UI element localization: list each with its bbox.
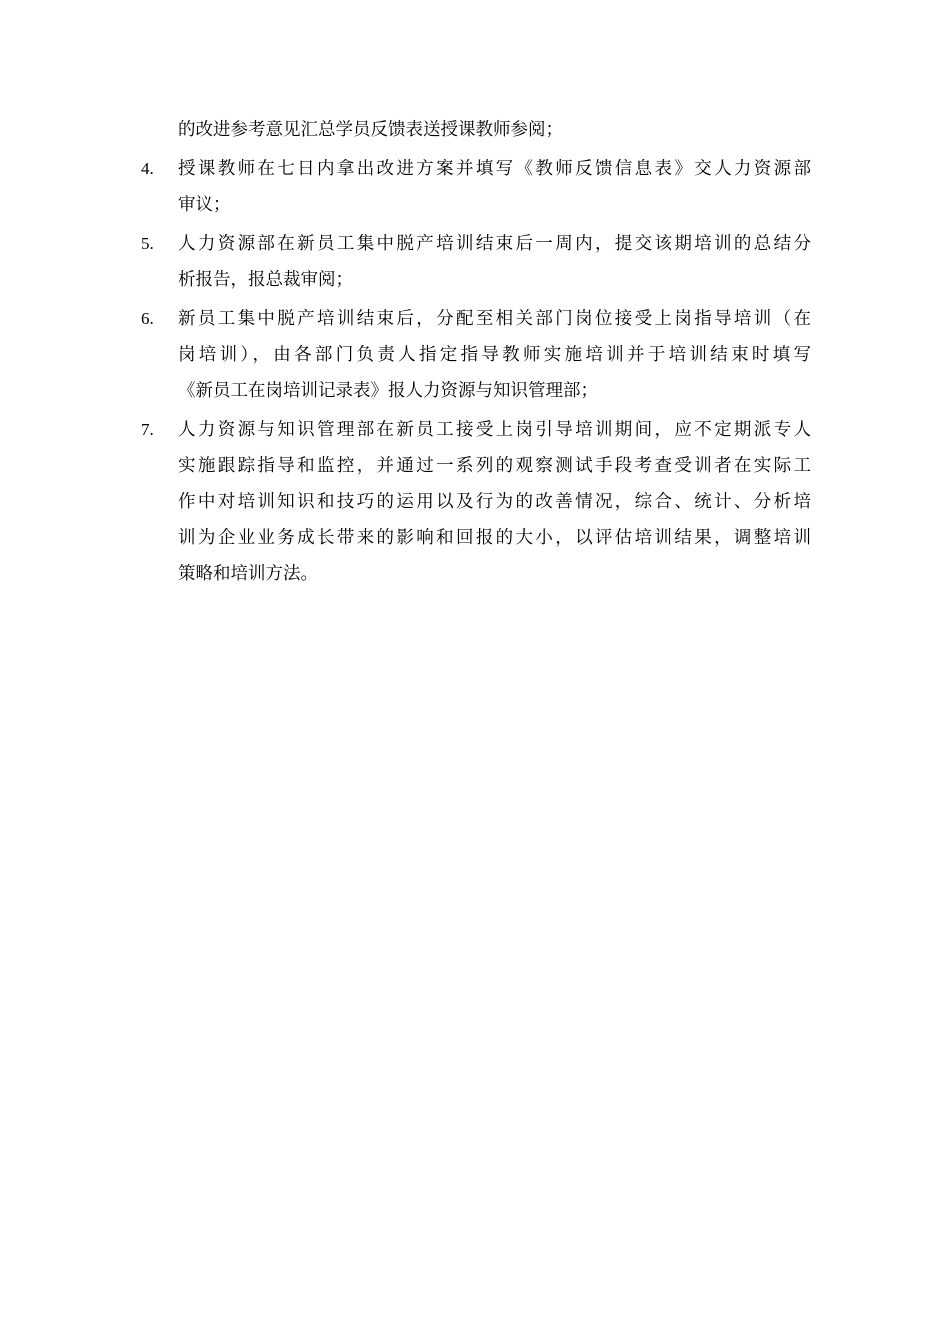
- list-item-4: [141, 151, 811, 223]
- text-line: 授课教师在七日内拿出改进方案并填写《教师反馈信息表》交人力资源部: [178, 159, 811, 179]
- list-item-text: [141, 151, 811, 223]
- text-line: 审议；: [178, 195, 231, 215]
- list-number: 4.: [141, 159, 154, 178]
- list-item-5: [141, 226, 811, 298]
- text-line: 析报告，报总裁审阅；: [178, 270, 353, 290]
- text-line: 作中对培训知识和技巧的运用以及行为的改善情况，综合、统计、分析培: [178, 492, 811, 512]
- document-body: [141, 112, 811, 592]
- continuation-line: 的改进参考意见汇总学员反馈表送授课教师参阅；: [178, 120, 563, 140]
- list-item-text: [141, 226, 811, 298]
- text-line: 《新员工在岗培训记录表》报人力资源与知识管理部；: [178, 381, 598, 401]
- text-line: 岗培训），由各部门负责人指定指导教师实施培训并于培训结束时填写: [178, 345, 811, 365]
- text-line: 人力资源部在新员工集中脱产培训结束后一周内，提交该期培训的总结分: [178, 234, 811, 254]
- list-item-7: [141, 412, 811, 592]
- list-number: 7.: [141, 420, 154, 439]
- list-number: 5.: [141, 234, 154, 253]
- list-item-text: [141, 301, 811, 409]
- text-line: 策略和培训方法。: [178, 564, 318, 584]
- text-line: 实施跟踪指导和监控，并通过一系列的观察测试手段考查受训者在实际工: [178, 456, 811, 476]
- text-line: 训为企业业务成长带来的影响和回报的大小，以评估培训结果，调整培训: [178, 528, 811, 548]
- list-item-6: [141, 301, 811, 409]
- text-line: 人力资源与知识管理部在新员工接受上岗引导培训期间，应不定期派专人: [178, 420, 811, 440]
- list-number: 6.: [141, 309, 154, 328]
- list-item-text: [141, 412, 811, 592]
- text-line: 新员工集中脱产培训结束后，分配至相关部门岗位接受上岗指导培训（在: [178, 309, 811, 329]
